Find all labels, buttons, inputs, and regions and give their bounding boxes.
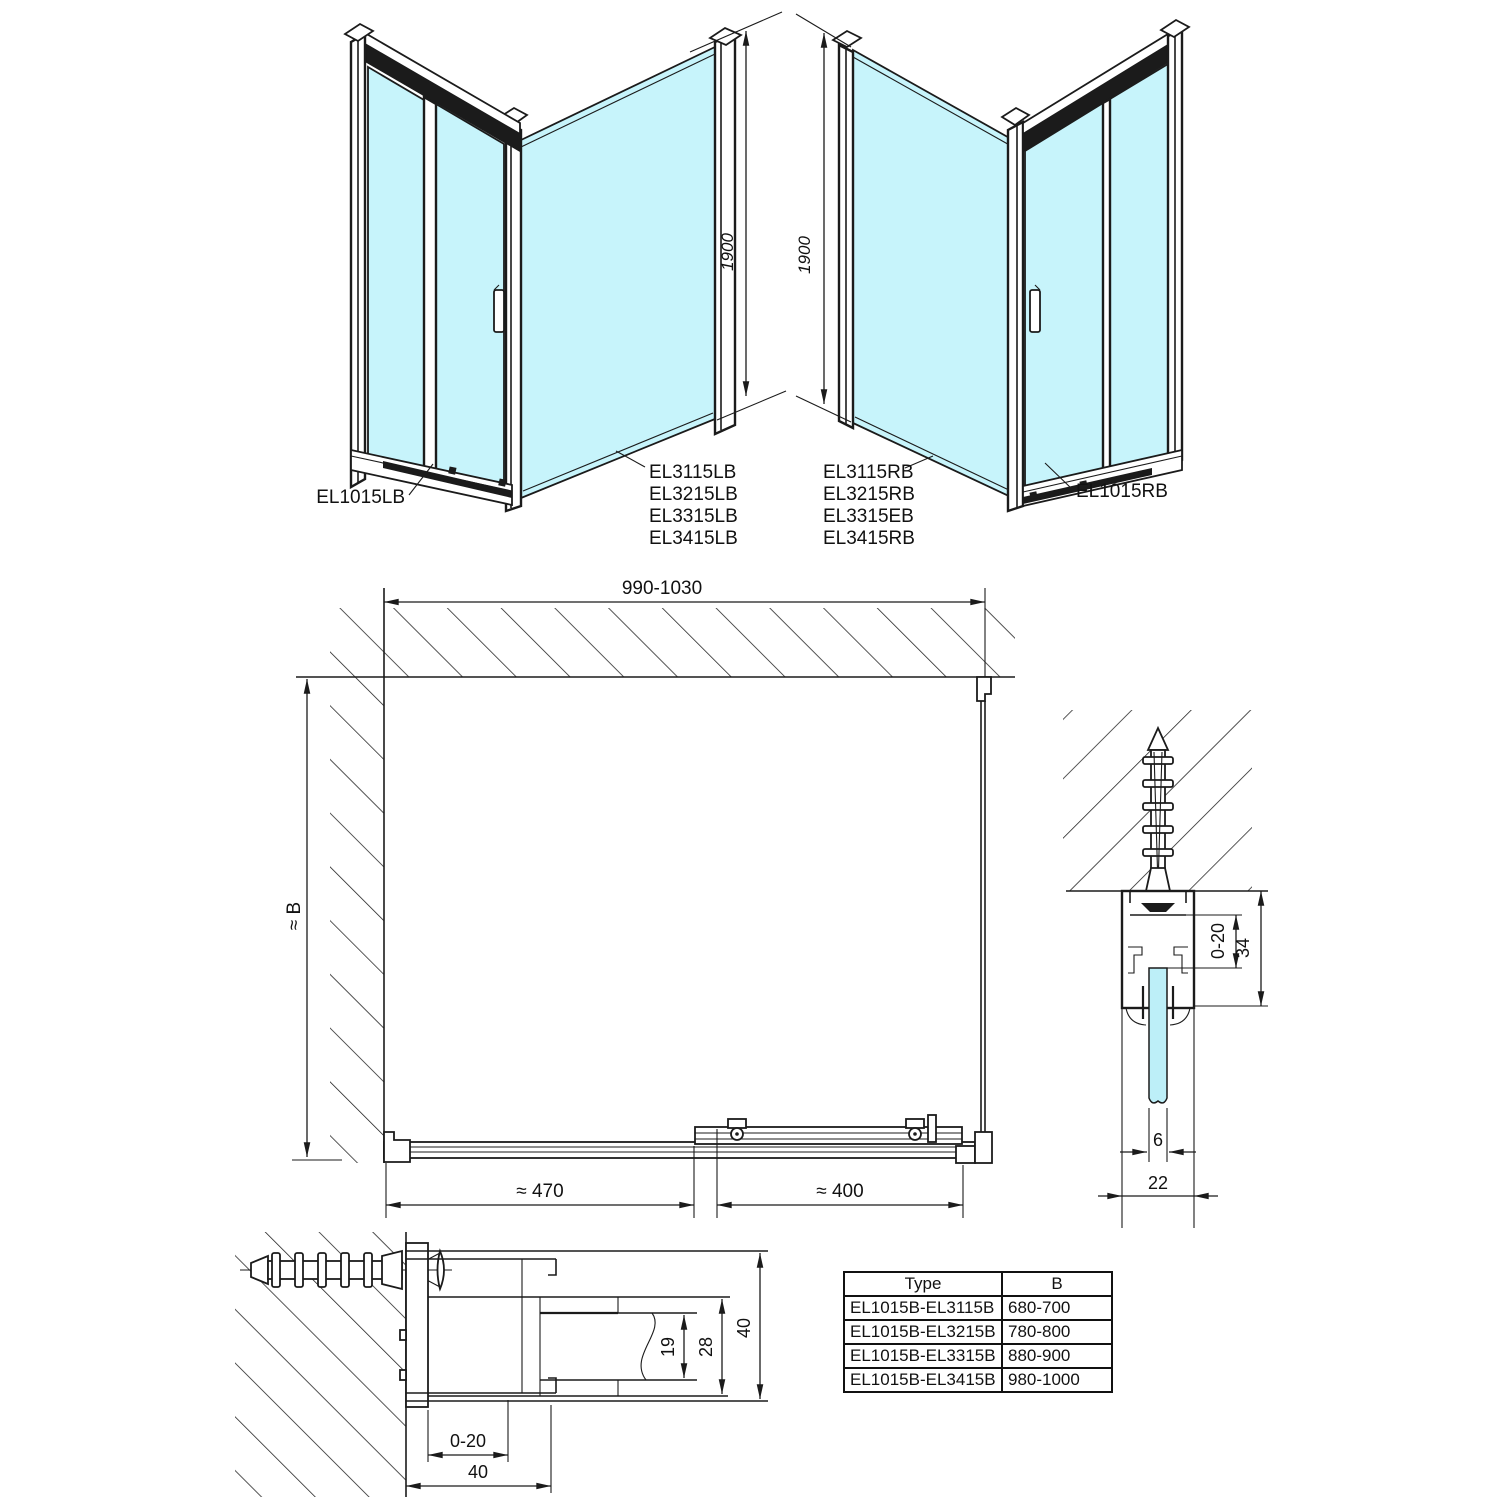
iso-view-right <box>795 14 1189 549</box>
table-row <box>844 1296 1112 1320</box>
roller-carriage <box>728 1119 746 1128</box>
table-header-type: Type <box>844 1272 1002 1296</box>
frame-cap <box>1161 20 1189 37</box>
side-glass-pane <box>521 47 715 498</box>
panel-model-label: EL3215RB <box>823 484 915 505</box>
size-table <box>843 1271 1113 1393</box>
table-cell-b: 780-800 <box>1002 1320 1112 1344</box>
panel-model-label: EL3315LB <box>649 506 738 527</box>
table-cell-type: EL1015B-EL3415B <box>844 1368 1002 1392</box>
wall-profile-plate <box>406 1243 428 1407</box>
table-cell-type: EL1015B-EL3215B <box>844 1320 1002 1344</box>
width-dim-label: 990-1030 <box>621 578 703 599</box>
table-cell-b: 980-1000 <box>1002 1368 1112 1392</box>
door-dim-label: ≈ 400 <box>816 1181 864 1202</box>
adjust-dim-label: 0-20 <box>449 1431 487 1451</box>
glass-section <box>1149 968 1167 1103</box>
corner-post <box>1008 122 1023 511</box>
table-row <box>844 1320 1112 1344</box>
door-fixed-glass <box>368 67 424 469</box>
panel-model-label: EL3115RB <box>823 462 914 483</box>
plate-notch <box>400 1370 406 1380</box>
table-row <box>844 1344 1112 1368</box>
glass-break-wave <box>641 1313 655 1380</box>
fixed-dim-label: ≈ 470 <box>516 1181 564 1202</box>
plate-notch <box>400 1330 406 1340</box>
roller-bolt <box>448 466 456 474</box>
depth-dim-label: ≈ B <box>284 901 305 931</box>
panel-model-label: EL3315EB <box>823 506 914 527</box>
screw-head <box>438 1251 445 1289</box>
roller-bolt <box>1029 491 1037 499</box>
adjust-dim-label: 0-20 <box>1208 922 1228 960</box>
door-model-label: EL1015RB <box>1076 481 1168 502</box>
table-cell-type: EL1015B-EL3315B <box>844 1344 1002 1368</box>
panel-model-label: EL3115LB <box>649 462 737 483</box>
table-row <box>844 1368 1112 1392</box>
corner-block <box>956 1146 975 1163</box>
corner-post-plan <box>975 1132 992 1163</box>
side-glass-pane <box>853 50 1013 498</box>
table-cell-b: 680-700 <box>1002 1296 1112 1320</box>
table-header-b: B <box>1002 1272 1112 1296</box>
panel-model-label: EL3415RB <box>823 528 915 549</box>
profile-width-label: 22 <box>1147 1173 1169 1193</box>
wall-profile-horizontal-section <box>235 1232 768 1497</box>
plan-view <box>284 578 1015 1218</box>
wall-profile-section <box>1063 710 1268 1228</box>
door-handle <box>494 290 504 332</box>
profile-depth-dim-label: 34 <box>1233 937 1253 959</box>
corner-post <box>506 122 521 511</box>
table-cell-b: 880-900 <box>1002 1344 1112 1368</box>
door-model-label: EL1015LB <box>316 487 405 508</box>
wall-hatch <box>330 608 1015 1163</box>
door-fixed-glass <box>1110 64 1168 476</box>
roller-carriage <box>906 1119 924 1128</box>
table-cell-type: EL1015B-EL3115B <box>844 1296 1002 1320</box>
outer-height-dim-label: 40 <box>734 1317 754 1339</box>
door-handle-plan <box>928 1115 936 1142</box>
height-dim-label: 1900 <box>795 236 814 274</box>
inner-height-dim-label: 28 <box>696 1336 716 1358</box>
wall-bracket <box>384 1132 410 1162</box>
roller-bolt <box>498 478 506 486</box>
iso-view-left <box>316 12 786 549</box>
door-stile <box>424 97 436 472</box>
height-dim-label: 1900 <box>718 233 737 271</box>
glass-pocket-dim-label: 19 <box>658 1336 678 1358</box>
door-handle <box>1030 290 1040 332</box>
profile-width-dim-label: 40 <box>467 1462 489 1482</box>
door-stile <box>1103 99 1110 477</box>
panel-model-label: EL3415LB <box>649 528 738 549</box>
top-glass-bracket <box>977 677 991 701</box>
panel-model-label: EL3215LB <box>649 484 738 505</box>
glass-thickness-label: 6 <box>1152 1130 1164 1150</box>
